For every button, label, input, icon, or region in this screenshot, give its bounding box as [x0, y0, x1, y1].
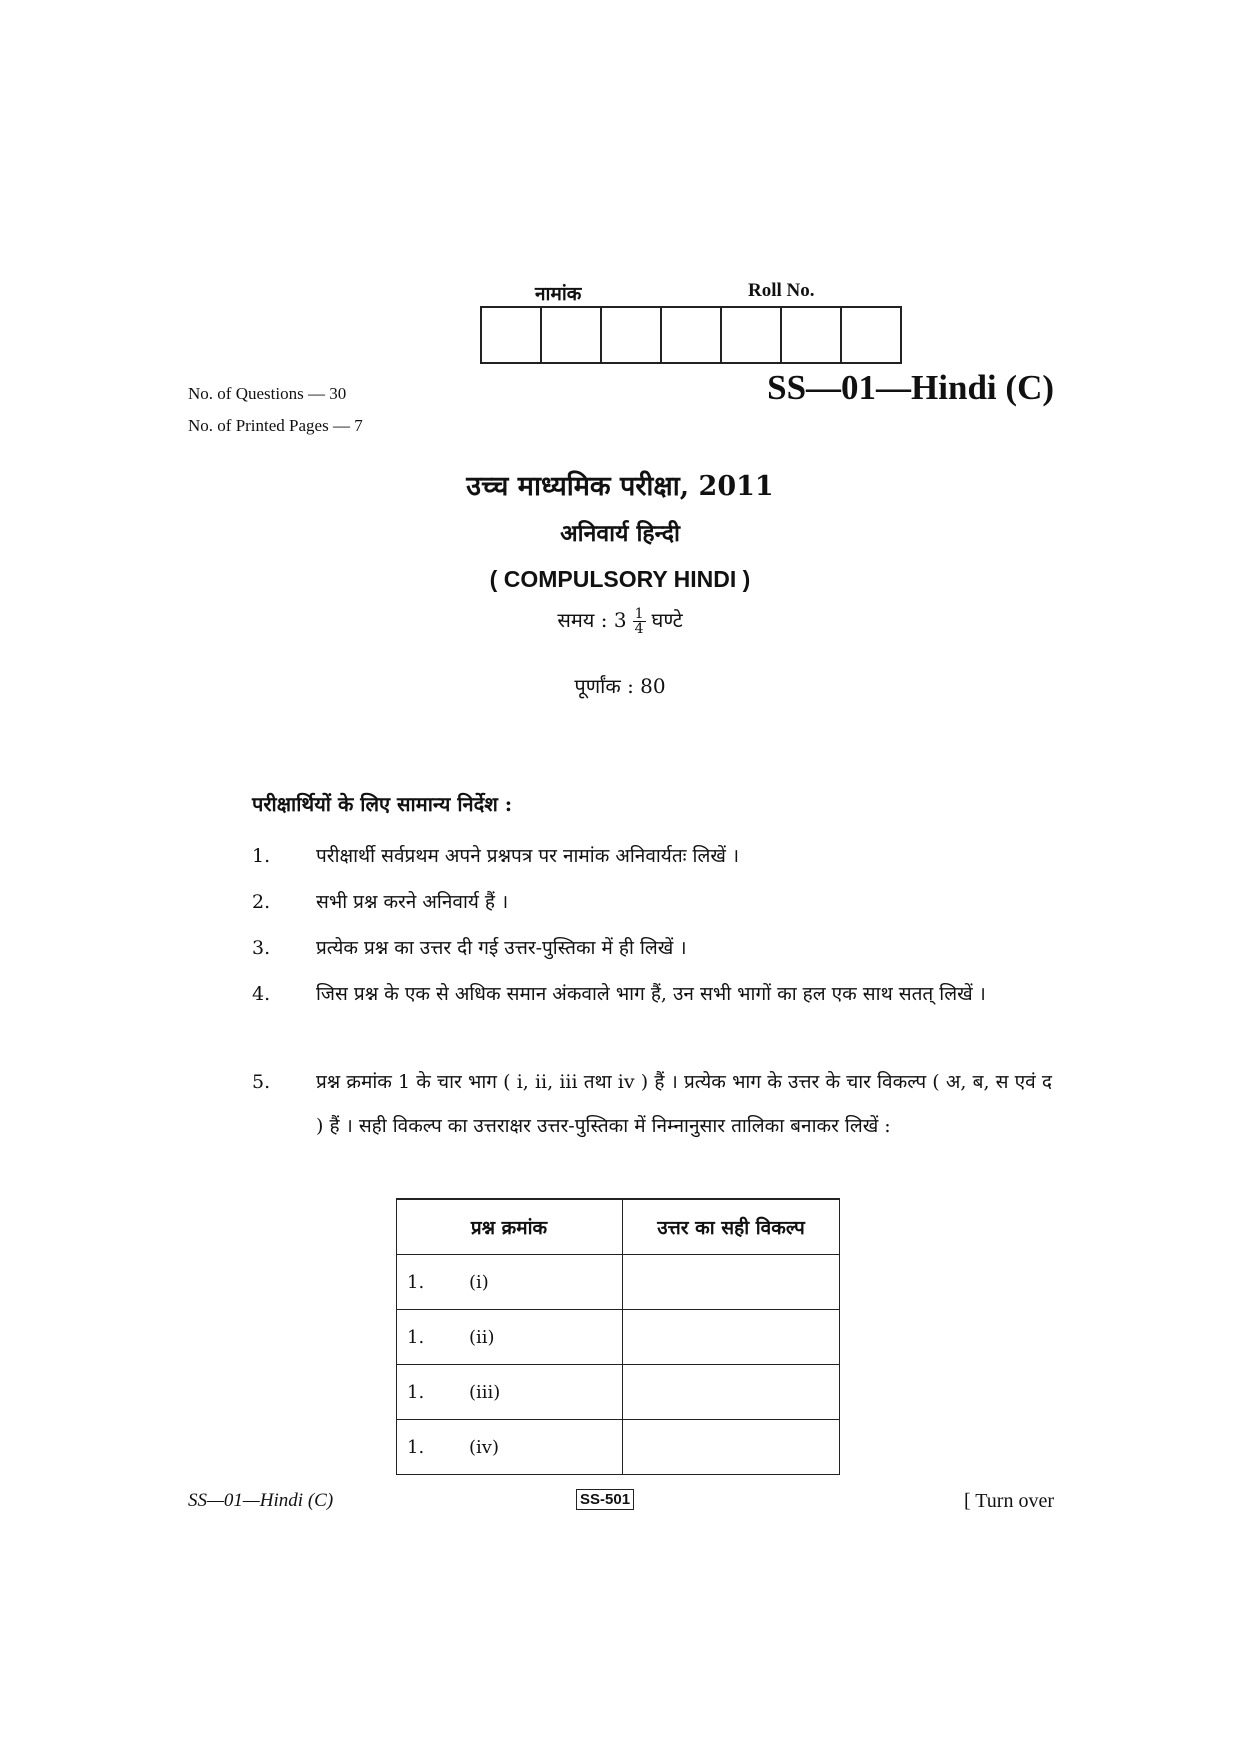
table-row: [397, 1420, 840, 1475]
instructions-heading: परीक्षार्थियों के लिए सामान्य निर्देश :: [252, 792, 513, 816]
instruction-number: 4.: [252, 983, 271, 1005]
table-cell-answer[interactable]: [623, 1255, 840, 1310]
instruction-item: [252, 926, 1052, 970]
instruction-number: 5.: [252, 1071, 271, 1093]
table-cell-question: [397, 1365, 623, 1420]
instruction-number: 1.: [252, 845, 271, 867]
roll-box[interactable]: [482, 308, 542, 364]
table-header-row: [397, 1199, 840, 1255]
question-part: (iv): [469, 1436, 499, 1458]
footer-series-code: SS-501: [576, 1489, 634, 1510]
instruction-text: जिस प्रश्न के एक से अधिक समान अंकवाले भाग हैं, उन सभी भागों का हल एक साथ सतत् लिखें ।: [316, 983, 986, 1005]
answer-table: [396, 1198, 840, 1475]
table-cell-question: [397, 1420, 623, 1475]
instruction-item: [252, 972, 1052, 1016]
fraction-numerator: 1: [634, 606, 644, 622]
roll-box[interactable]: [662, 308, 722, 364]
question-part: (iii): [469, 1381, 501, 1403]
instruction-item: [252, 834, 1052, 878]
roll-box[interactable]: [542, 308, 602, 364]
time-label: समय : 3: [557, 608, 627, 632]
instruction-item: [252, 880, 1052, 924]
page-count: No. of Printed Pages — 7: [188, 416, 363, 435]
table-header-answer: उत्तर का सही विकल्प: [623, 1199, 840, 1255]
question-count: No. of Questions — 30: [188, 384, 347, 403]
table-cell-answer[interactable]: [623, 1420, 840, 1475]
time-fraction: [633, 607, 646, 636]
roll-number-boxes: [480, 306, 902, 364]
footer-paper-code: SS—01—Hindi (C): [188, 1490, 334, 1511]
max-marks: पूर्णांक : 80: [574, 674, 666, 698]
time-allowed: [0, 606, 1240, 636]
subject-english: ( COMPULSORY HINDI ): [489, 566, 751, 592]
subject-hindi: अनिवार्य हिन्दी: [560, 520, 680, 547]
instruction-number: 2.: [252, 891, 271, 913]
instruction-text: परीक्षार्थी सर्वप्रथम अपने प्रश्नपत्र पर नामांक अनिवार्यतः लिखें ।: [316, 845, 740, 867]
instruction-item: [252, 1060, 1052, 1148]
table-cell-question: [397, 1255, 623, 1310]
question-number: 1.: [407, 1436, 425, 1458]
question-part: (i): [469, 1271, 489, 1293]
time-unit: घण्टे: [651, 608, 683, 632]
roll-box[interactable]: [842, 308, 902, 364]
table-header-question: प्रश्न क्रमांक: [397, 1199, 623, 1255]
instruction-text: सभी प्रश्न करने अनिवार्य हैं ।: [316, 891, 509, 913]
table-row: [397, 1310, 840, 1365]
instruction-text: प्रश्न क्रमांक 1 के चार भाग ( i, ii, iii तथा iv ) हैं । प्रत्येक भाग के उत्तर के चार विकल्प ( अ, ब, स एवं द ) हैं । सही विकल्प का उत्तराक्षर उत्तर-पुस्तिका में निम्नानुसार तालिका बनाकर लिखें :: [316, 1071, 1052, 1137]
table-row: [397, 1255, 840, 1310]
instruction-text: प्रत्येक प्रश्न का उत्तर दी गई उत्तर-पुस्तिका में ही लिखें ।: [316, 937, 687, 959]
question-number: 1.: [407, 1271, 425, 1293]
roll-box[interactable]: [602, 308, 662, 364]
roll-box[interactable]: [782, 308, 842, 364]
question-number: 1.: [407, 1381, 425, 1403]
table-cell-answer[interactable]: [623, 1365, 840, 1420]
question-number: 1.: [407, 1326, 425, 1348]
footer-turn-over: [ Turn over: [963, 1490, 1054, 1512]
paper-code: SS—01—Hindi (C): [767, 368, 1054, 407]
table-cell-answer[interactable]: [623, 1310, 840, 1365]
roll-label-english: Roll No.: [748, 280, 815, 301]
instruction-number: 3.: [252, 937, 271, 959]
roll-box[interactable]: [722, 308, 782, 364]
exam-title: उच्च माध्यमिक परीक्षा, 2011: [466, 471, 774, 502]
table-row: [397, 1365, 840, 1420]
roll-label-hindi: नामांक: [535, 283, 582, 305]
fraction-denominator: 4: [634, 621, 644, 637]
question-part: (ii): [469, 1326, 495, 1348]
table-cell-question: [397, 1310, 623, 1365]
